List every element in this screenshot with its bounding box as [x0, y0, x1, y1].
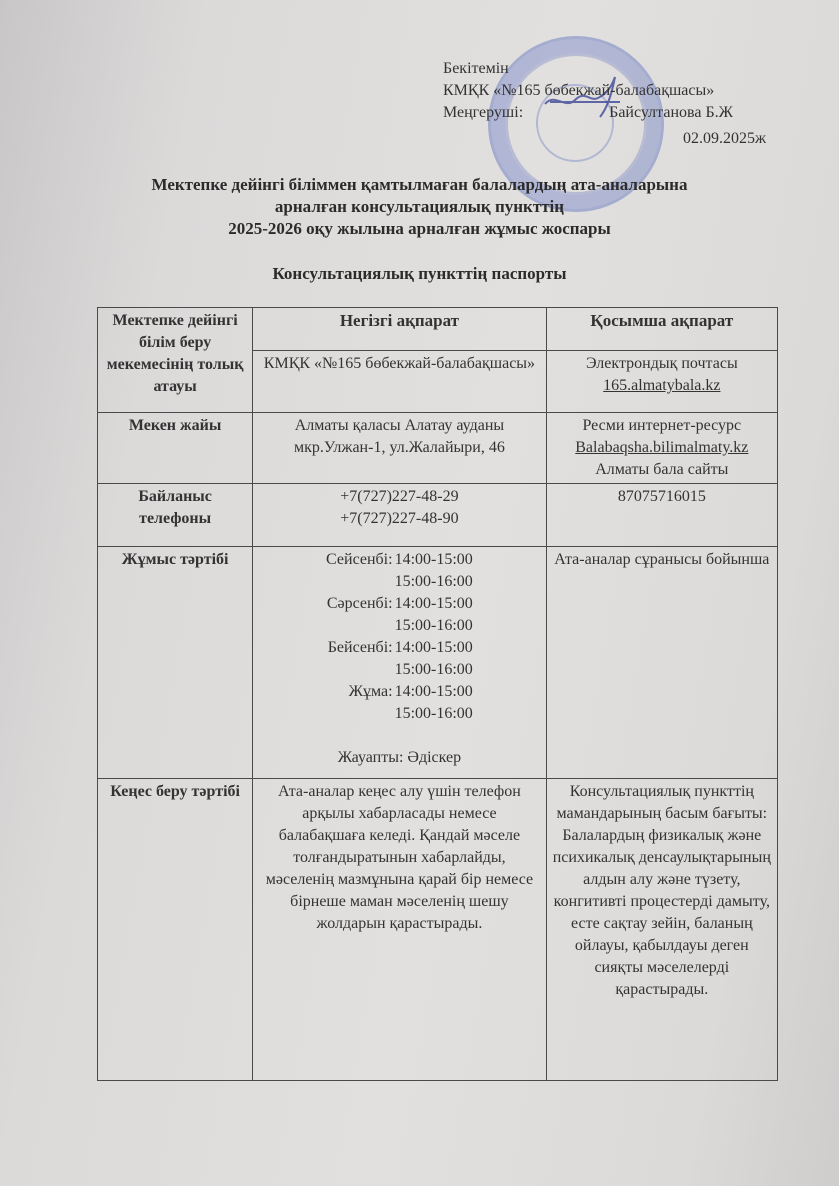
responsible-person: Жауапты: Әдіскер — [337, 749, 462, 766]
email-link[interactable]: 165.almatybala.kz — [603, 377, 721, 394]
document-title — [0, 174, 839, 240]
schedule-time: 15:00-16:00 — [394, 573, 473, 590]
address-line-1: Алматы қаласы Алатау ауданы — [294, 417, 505, 434]
table-row — [98, 484, 778, 547]
website-label: Ресми интернет-ресурс — [582, 417, 742, 434]
schedule-time: 14:00-15:00 — [394, 683, 473, 700]
institution-name: КМҚК «№165 бөбекжай-балабақшасы» — [253, 351, 546, 413]
title-line-2: арналған консультациялық пункттің — [274, 197, 565, 216]
website-link[interactable]: Balabaqsha.bilimalmaty.kz — [575, 439, 749, 456]
website-note: Алматы бала сайты — [595, 461, 729, 478]
manager-label: Меңгерушi: — [443, 104, 524, 121]
schedule-day: Жұма: — [348, 683, 393, 700]
header-extra-info: Қосымша ақпарат — [546, 308, 777, 351]
manager-name: Байсултанова Б.Ж — [609, 104, 733, 121]
phones-cell — [253, 484, 546, 547]
schedule-day: Сәрсенбі: — [326, 595, 393, 612]
title-line-3: 2025-2026 оқу жылына арналған жұмыс жоспары — [228, 219, 611, 238]
table-row — [98, 308, 778, 351]
schedule-time: 15:00-16:00 — [394, 705, 473, 722]
approval-block — [443, 58, 733, 124]
approval-heading: Бекітемін — [443, 60, 509, 77]
schedule-cell — [253, 547, 546, 779]
approval-signature-line — [443, 102, 733, 124]
schedule-time: 14:00-15:00 — [394, 639, 473, 656]
header-main-info: Негізгі ақпарат — [253, 308, 546, 351]
table-row — [98, 547, 778, 779]
schedule-list — [257, 549, 541, 725]
row-label-institution: Мектепке дейінгі білім беру мекемесінің толық атауы — [98, 308, 253, 413]
website-cell — [546, 413, 777, 484]
phone-2: +7(727)227-48-90 — [340, 510, 459, 527]
schedule-day: Сейсенбі: — [326, 551, 393, 568]
schedule-note: Ата-аналар сұранысы бойынша — [546, 547, 777, 779]
document-subtitle: Консультациялық пункттің паспорты — [272, 264, 567, 283]
schedule-time: 15:00-16:00 — [394, 617, 473, 634]
schedule-time: 15:00-16:00 — [394, 661, 473, 678]
schedule-time: 14:00-15:00 — [394, 595, 473, 612]
mobile-phone: 87075716015 — [546, 484, 777, 547]
approval-organization: КМҚК «№165 бөбекжай-балабақшасы» — [443, 82, 715, 99]
specialist-focus: Консультациялық пункттің мамандарының басым бағыты: Балалардың физикалық және психикалық денсаулықтарының алдын алу және түзету, конгитивті процестерді дамыту, есте сақтау зейін, баланың ойлауы, қабылдауы деген сияқты мәселелерді қарастырады. — [546, 779, 777, 1081]
address-line-2: мкр.Улжан-1, ул.Жалайыри, 46 — [293, 439, 505, 456]
table-row — [98, 779, 778, 1081]
schedule-day — [326, 703, 393, 725]
schedule-day: Бейсенбі: — [327, 639, 393, 656]
passport-table — [97, 307, 778, 1081]
email-label: Электрондық почтасы — [585, 355, 738, 372]
row-label-phones: Байланыс телефоны — [98, 484, 253, 547]
title-line-1: Мектепке дейінгі біліммен қамтылмаған балалардың ата-аналарына — [151, 175, 688, 194]
address-cell — [253, 413, 546, 484]
phone-1: +7(727)227-48-29 — [340, 488, 459, 505]
table-row — [98, 413, 778, 484]
schedule-day — [326, 571, 393, 593]
schedule-day — [326, 659, 393, 681]
row-label-consultation: Кеңес беру тәртібі — [98, 779, 253, 1081]
schedule-time: 14:00-15:00 — [394, 551, 473, 568]
row-label-address: Мекен жайы — [98, 413, 253, 484]
consultation-procedure: Ата-аналар кеңес алу үшін телефон арқылы хабарласады немесе балабақшаға келеді. Қандай мәселе толғандыратынын хабарлайды, мәселенің мазмұнына қарай бір немесе бірнеше маман мәселенің шешу жолдарын қарастырады. — [253, 779, 546, 1081]
approval-date: 02.09.2025ж — [683, 130, 767, 147]
schedule-day — [326, 615, 393, 637]
email-cell — [546, 351, 777, 413]
row-label-schedule: Жұмыс тәртібі — [98, 547, 253, 779]
